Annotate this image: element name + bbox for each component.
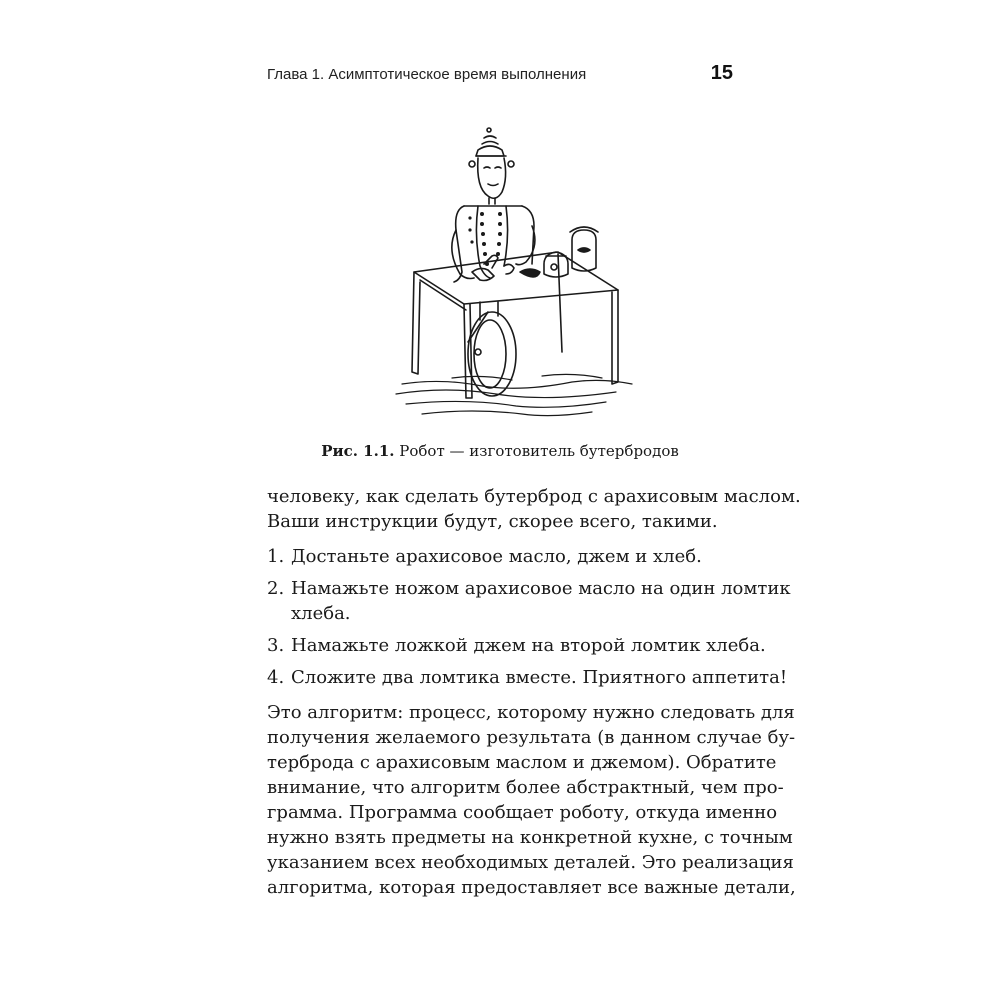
list-item-number: 3.	[267, 635, 285, 656]
floor-shading	[396, 374, 632, 415]
text-line: указанием всех необходимых деталей. Это реализация	[267, 852, 794, 873]
list-item	[267, 544, 733, 569]
text-line: получения желаемого результата (в данном случае бу-	[267, 727, 796, 748]
text-line: алгоритма, которая предоставляет все важные детали,	[267, 877, 796, 898]
paragraph-algorithm	[267, 700, 796, 900]
running-head: Глава 1. Асимптотическое время выполнения	[267, 66, 587, 83]
text-line: грамма. Программа сообщает роботу, откуда именно	[267, 802, 778, 823]
robot-sandwich-illustration	[392, 122, 642, 422]
text-line: человеку, как сделать бутерброд с арахисовым маслом.	[267, 486, 801, 507]
list-item-number: 1.	[267, 546, 285, 567]
instruction-list	[267, 544, 791, 697]
robot-antenna	[482, 128, 498, 144]
figure-caption-text: Робот — изготовитель бутербродов	[399, 442, 679, 460]
text-line: терброда с арахисовым маслом и джемом). Обратите	[267, 752, 777, 773]
robot-head	[469, 146, 514, 204]
text-line: нужно взять предметы на конкретной кухне, с точным	[267, 827, 793, 848]
list-item-text: Сложите два ломтика вместе. Приятного аппетита!	[291, 667, 788, 688]
list-item	[267, 576, 791, 626]
list-item-number: 4.	[267, 667, 285, 688]
page-header	[267, 62, 733, 88]
figure-label: Рис. 1.1.	[321, 442, 395, 460]
list-item-text: хлеба.	[291, 603, 351, 624]
list-item-text: Намажьте ложкой джем на второй ломтик хлеба.	[291, 635, 766, 656]
page-number: 15	[710, 62, 733, 84]
list-item	[267, 633, 766, 658]
robot-wheel	[468, 302, 516, 396]
list-item-number: 2.	[267, 578, 285, 599]
paragraph-intro	[267, 484, 801, 534]
list-item	[267, 665, 788, 690]
text-line: Это алгоритм: процесс, которому нужно следовать для	[267, 702, 795, 723]
list-item-text: Достаньте арахисовое масло, джем и хлеб.	[291, 546, 702, 567]
figure-caption	[267, 442, 733, 460]
list-item-text: Намажьте ножом арахисовое масло на один ломтик	[291, 578, 791, 599]
text-line: Ваши инструкции будут, скорее всего, такими.	[267, 511, 718, 532]
text-line: внимание, что алгоритм более абстрактный, чем про-	[267, 777, 784, 798]
